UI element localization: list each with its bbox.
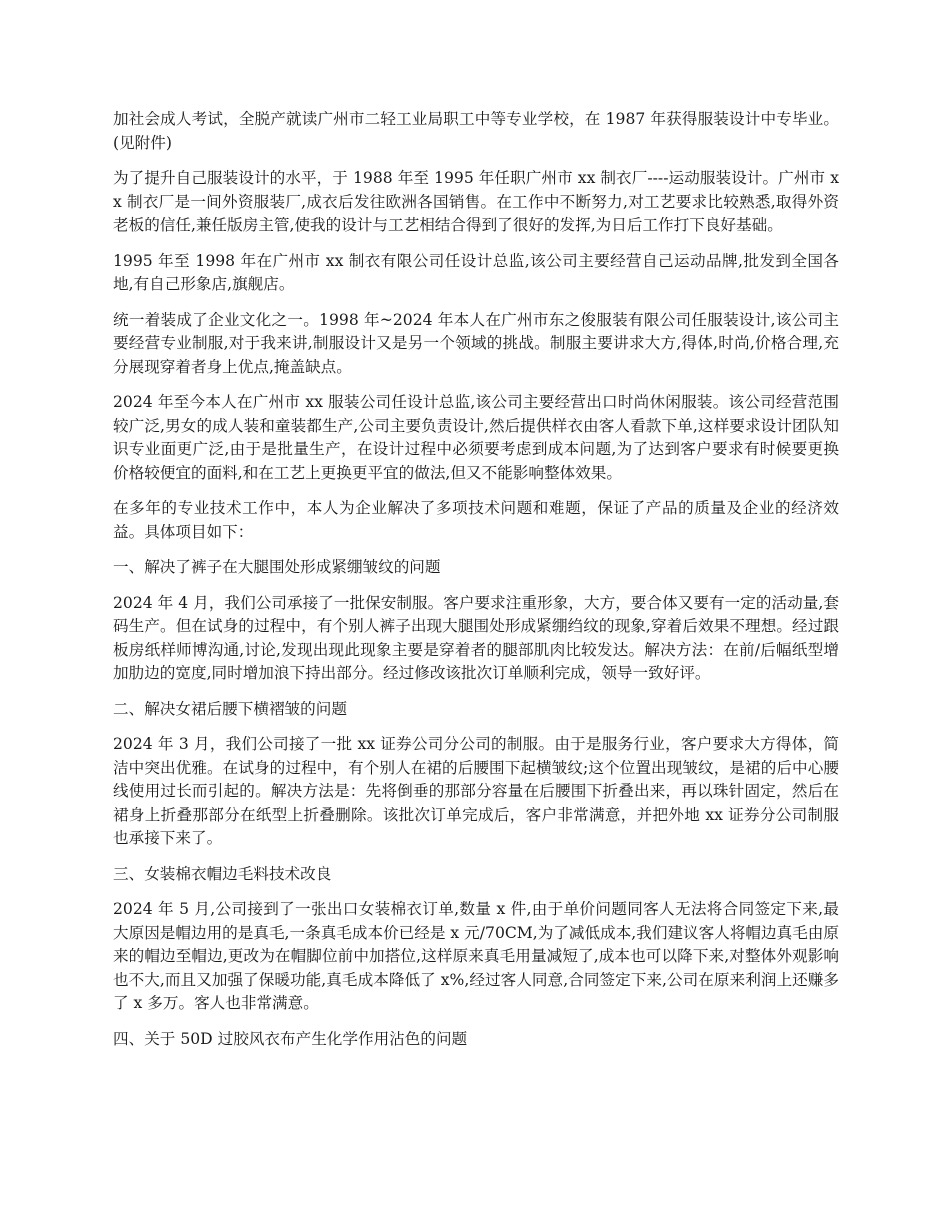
section-heading-1: 一、解决了裤子在大腿围处形成紧绷皱纹的问题	[113, 558, 441, 576]
paragraph-career-2024-present: 2024 年至今本人在广州市 xx 服装公司任设计总监,该公司主要经营出口时尚休闲服装。该公司经营范围较广泛,男女的成人装和童装都生产,公司主要负责设计,然后提供样衣由客人看款下单,这样要求设计团队知识专业面更广泛,由于是批量生产，在设计过程中必须要考虑到成本问题,为了达到客户要求有时候要更换价格较便宜的面料,和在工艺上更换更平宜的做法,但又不能影响整体效果。	[113, 393, 839, 482]
paragraph-education: 加社会成人考试，全脱产就读广州市二轻工业局职工中等专业学校，在 1987 年获得服装设计中专毕业。(见附件)	[113, 110, 839, 152]
paragraph-career-1998-2024: 统一着装成了企业文化之一。1998 年~2024 年本人在广州市东之俊服装有限公司任服装设计,该公司主要经营专业制服,对于我来讲,制服设计又是另一个领域的挑战。制服主要讲求大方,得体,时尚,价格合理,充分展现穿着者身上优点,掩盖缺点。	[113, 310, 839, 376]
document-page	[113, 108, 839, 1063]
paragraph-section-1: 2024 年 4 月，我们公司承接了一批保安制服。客户要求注重形象，大方，要合体又要有一定的活动量,套码生产。但在试身的过程中，有个别人裤子出现大腿围处形成紧绷绉纹的现象,穿着后效果不理想。经过跟板房纸样师博沟通,讨论,发现出现此现象主要是穿着者的腿部肌肉比较发达。解决方法：在前/后幅纸型增加肋边的宽度,同时增加浪下持出部分。经过修改该批次订单顺利完成，领导一致好评。	[113, 593, 839, 682]
paragraph-career-1995-1998: 1995 年至 1998 年在广州市 xx 制衣有限公司任设计总监,该公司主要经营自己运动品牌,批发到全国各地,有自己形象店,旗舰店。	[113, 251, 839, 293]
paragraph-section-3: 2024 年 5 月,公司接到了一张出口女装棉衣订单,数量 x 件,由于单价问题同客人无法将合同签定下来,最大原因是帽边用的是真毛,一条真毛成本价已经是 x 元/70CM,为了减低成本,我们建议客人将帽边真毛由原来的帽边至帽边,更改为在帽脚位前中加搭位,这样原来真毛用量减短了,成本也可以降下来,对整体外观影响也不大,而且又加强了保暖功能,真毛成本降低了 x%,经过客人同意,合同签定下来,公司在原来利润上还赚多了 x 多万。客人也非常满意。	[113, 900, 839, 1012]
section-heading-4: 四、关于 50D 过胶风衣布产生化学作用沾色的问题	[113, 1029, 468, 1048]
paragraph-career-1988-1995: 为了提升自己服装设计的水平，于 1988 年至 1995 年任职广州市 xx 制衣厂----运动服装设计。广州市 xx 制衣厂是一间外资服装厂,成衣后发往欧洲各国销售。在工作中不断努力,对工艺要求比较熟悉,取得外资老板的信任,兼任版房主管,使我的设计与工艺相结合得到了很好的发挥,为日后工作打下良好基础。	[113, 169, 839, 234]
section-heading-2: 二、解决女裙后腰下横褶皱的问题	[113, 699, 347, 718]
paragraph-technical-summary: 在多年的专业技术工作中，本人为企业解决了多项技术问题和难题，保证了产品的质量及企业的经济效益。具体项目如下：	[113, 499, 839, 541]
section-heading-3: 三、女装棉衣帽边毛料技术改良	[113, 864, 332, 883]
paragraph-section-2: 2024 年 3 月，我们公司接了一批 xx 证券公司分公司的制服。由于是服务行业，客户要求大方得体，简洁中突出优雅。在试身的过程中，有个别人在裙的后腰围下起横皱纹;这个位置出现皱纹，是裙的后中心腰线使用过长而引起的。解决方法是：先将倒垂的那部分容量在后腰围下折叠出来，再以珠针固定，然后在裙身上折叠那部分在纸型上折叠删除。该批次订单完成后，客户非常满意，并把外地 xx 证券分公司制服也承接下来了。	[113, 735, 839, 847]
